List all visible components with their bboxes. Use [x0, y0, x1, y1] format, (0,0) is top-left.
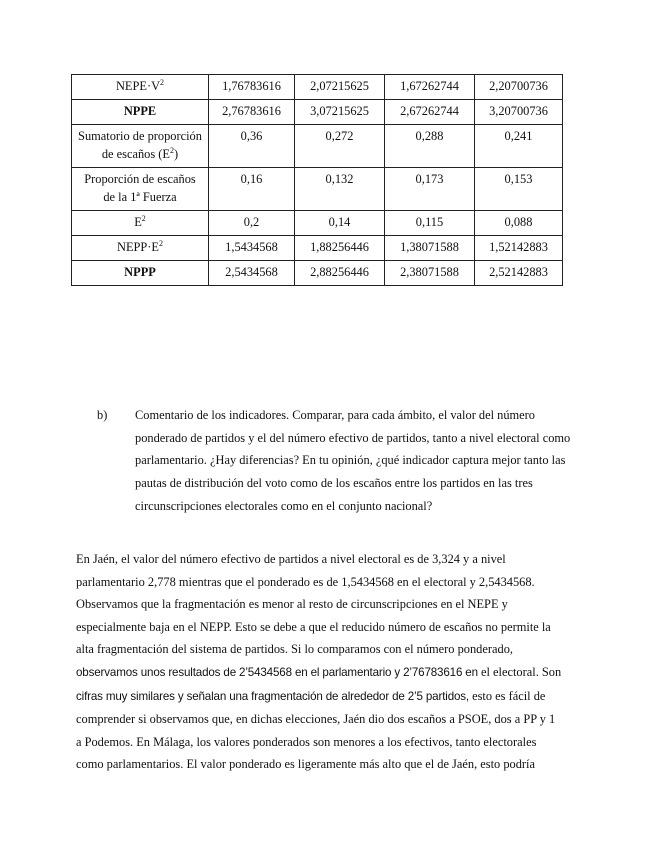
value-cell: 3,07215625	[295, 100, 385, 125]
paragraph-segment: el electoral. Son	[477, 664, 562, 679]
row-label-superscript: 2	[159, 238, 163, 248]
value-cell: 0,115	[385, 211, 475, 236]
value-cell: 2,20700736	[475, 75, 563, 100]
value-cell: 0,153	[475, 168, 563, 211]
table-row	[72, 236, 563, 261]
value-cell: 2,76783616	[209, 100, 295, 125]
value-cell: 0,16	[209, 168, 295, 211]
value-cell: 2,5434568	[209, 261, 295, 286]
row-label-suffix: )	[173, 147, 179, 161]
value-cell: 0,36	[209, 125, 295, 168]
value-cell: 1,38071588	[385, 236, 475, 261]
table-row	[72, 168, 563, 211]
value-cell: 0,272	[295, 125, 385, 168]
value-cell: 0,088	[475, 211, 563, 236]
body-paragraph	[76, 548, 576, 776]
paragraph-segment-alt-font: observamos unos resultados de 2’5434568 en el parlamentario y 2’76783616 en	[76, 665, 478, 679]
value-cell: 0,173	[385, 168, 475, 211]
paragraph-line: comprender si observamos que, en dichas elecciones, Jaén dio dos escaños a PSOE, dos a PP y 1	[76, 712, 556, 727]
value-cell: 1,88256446	[295, 236, 385, 261]
row-label-text: NPPE	[123, 104, 157, 118]
paragraph-line: alta fragmentación del sistema de partidos. Si lo comparamos con el número ponderado,	[76, 642, 513, 657]
value-cell: 0,14	[295, 211, 385, 236]
row-label-cell	[72, 100, 209, 125]
list-item-text: Comentario de los indicadores. Comparar, para cada ámbito, el valor del número ponderado de partidos y el del número efectivo de partidos, tanto a nivel electoral como parlamentario. ¿Hay diferencias? En tu opinión, ¿qué indicador captura mejor tanto las pautas de distribución del voto como de los escaños entre los partidos en las tres circunscripciones electorales como en el conjunto nacional?	[135, 408, 571, 513]
paragraph-segment-alt-font: cifras muy similares y señalan una fragmentación de alrededor de 2’5 partidos,	[76, 689, 470, 703]
table-row	[72, 261, 563, 286]
paragraph-line: como parlamentarios. El valor ponderado es ligeramente más alto que el de Jaén, esto podría	[76, 757, 535, 772]
row-label-text: Sumatorio de proporción de escaños (E	[78, 129, 202, 161]
row-label-cell	[72, 211, 209, 236]
value-cell: 1,76783616	[209, 75, 295, 100]
row-label-cell	[72, 261, 209, 286]
paragraph-line: a Podemos. En Málaga, los valores ponderados son menores a los efectivos, tanto electorales	[76, 734, 537, 749]
list-item-marker: b)	[97, 408, 108, 422]
paragraph-line: En Jaén, el valor del número efectivo de partidos a nivel electoral es de 3,324 y a nivel	[76, 552, 506, 566]
value-cell: 2,67262744	[385, 100, 475, 125]
value-cell: 0,2	[209, 211, 295, 236]
row-label-cell	[72, 168, 209, 211]
value-cell: 2,52142883	[475, 261, 563, 286]
value-cell: 3,20700736	[475, 100, 563, 125]
paragraph-line: parlamentario 2,778 mientras que el ponderado es de 1,5434568 en el electoral y 2,5434568.	[76, 574, 535, 589]
row-label-cell	[72, 125, 209, 168]
row-label-superscript: 2	[169, 145, 174, 155]
table-row	[72, 75, 563, 100]
row-label-text: Proporción de escaños de la 1ª Fuerza	[84, 172, 196, 204]
value-cell: 2,88256446	[295, 261, 385, 286]
row-label-cell	[72, 236, 209, 261]
row-label-text: NEPP·E	[117, 240, 159, 254]
value-cell: 0,288	[385, 125, 475, 168]
indicators-table-body	[72, 75, 563, 286]
row-label-cell	[72, 75, 209, 100]
table-row	[72, 100, 563, 125]
paragraph-line	[76, 685, 576, 709]
indicators-table	[71, 74, 563, 286]
value-cell: 1,5434568	[209, 236, 295, 261]
value-cell: 1,67262744	[385, 75, 475, 100]
row-label-text: NEPE·V	[115, 79, 161, 93]
value-cell: 2,38071588	[385, 261, 475, 286]
value-cell: 0,132	[295, 168, 385, 211]
table-row	[72, 125, 563, 168]
paragraph-segment: esto es fácil de	[469, 688, 546, 703]
value-cell: 0,241	[475, 125, 563, 168]
row-label-text: E	[134, 215, 142, 229]
table-row	[72, 211, 563, 236]
paragraph-line: especialmente baja en el NEPP. Esto se debe a que el reducido número de escaños no permite la	[76, 619, 551, 634]
paragraph-line	[76, 661, 576, 685]
list-item-b	[97, 404, 577, 518]
value-cell: 1,52142883	[475, 236, 563, 261]
row-label-superscript: 2	[160, 77, 165, 87]
value-cell: 2,07215625	[295, 75, 385, 100]
row-label-superscript: 2	[141, 213, 146, 223]
paragraph-line: Observamos que la fragmentación es menor al resto de circunscripciones en el NEPE y	[76, 597, 508, 612]
row-label-text: NPPP	[124, 265, 156, 279]
